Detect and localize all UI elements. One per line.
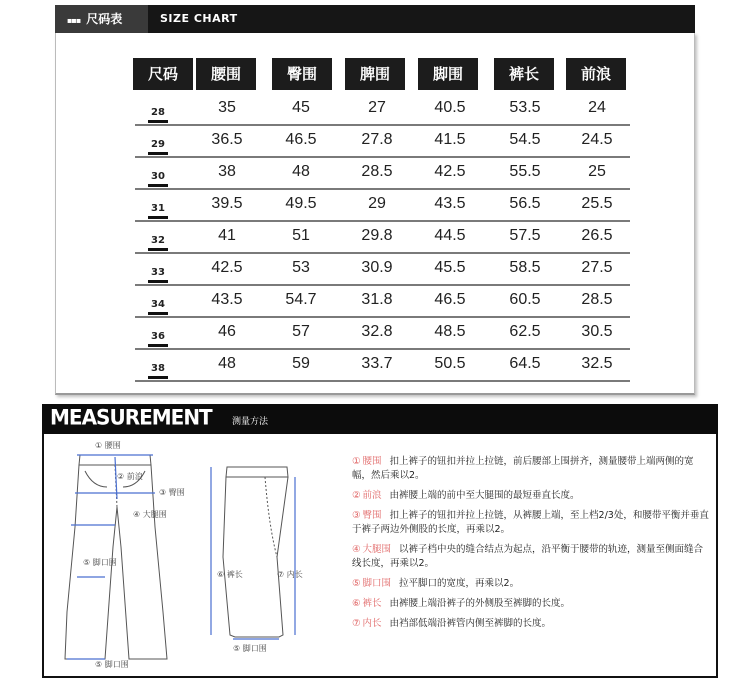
table-row: [135, 350, 630, 382]
hem-value: 43.5: [434, 195, 466, 212]
front-rise-value: 24: [588, 99, 606, 116]
step-term: 腰围: [362, 456, 382, 467]
waist-value: 41: [218, 227, 236, 244]
table-row: [135, 190, 630, 222]
size-label: 38: [148, 362, 168, 379]
pants-side-view: [223, 467, 288, 637]
hip-value: 48: [292, 163, 310, 180]
table-row: [135, 94, 630, 126]
diagram-label-thigh: ④ 大腿围: [133, 510, 167, 519]
column-header-size: 尺码: [133, 58, 193, 90]
hem-value: 41.5: [434, 131, 466, 148]
length-value: 56.5: [509, 195, 541, 212]
step-text: 拉平脚口的宽度，再乘以2。: [399, 578, 520, 589]
hem-value: 48.5: [434, 323, 466, 340]
hip-value: 49.5: [285, 195, 317, 212]
diagram-label-waist: ① 腰围: [95, 441, 121, 450]
step-text: 以裤子档中央的缝合结点为起点，沿平衡于腰带的轨迹，测量至侧面缝合线长度，再乘以2。: [352, 544, 704, 569]
size-label: 28: [148, 106, 168, 123]
pants-measurement-diagram: [55, 437, 345, 672]
step-number: ①: [352, 456, 361, 467]
length-value: 60.5: [509, 291, 541, 308]
step-number: ②: [352, 490, 361, 501]
hip-value: 54.7: [285, 291, 317, 308]
front-rise-value: 26.5: [581, 227, 613, 244]
measurement-lines: [67, 455, 295, 659]
step-number: ⑦: [352, 618, 361, 629]
table-row: [135, 158, 630, 190]
size-chart-subtitle: SIZE CHART: [160, 12, 238, 25]
diagram-label-hem-side: ⑤ 脚口围: [233, 644, 267, 653]
hem-value: 44.5: [434, 227, 466, 244]
step-term: 大腿围: [362, 544, 392, 555]
step-term: 裤长: [362, 598, 382, 609]
step-number: ⑥: [352, 598, 361, 609]
size-label: 31: [148, 202, 168, 219]
length-value: 57.5: [509, 227, 541, 244]
table-row: [135, 318, 630, 350]
column-header-length: 裤长: [494, 58, 554, 90]
length-value: 55.5: [509, 163, 541, 180]
diagram-label-hip: ③ 臀围: [159, 488, 185, 497]
step-item: [352, 455, 712, 483]
size-label: 29: [148, 138, 168, 155]
waist-value: 35: [218, 99, 236, 116]
length-value: 53.5: [509, 99, 541, 116]
step-term: 前浪: [362, 490, 382, 501]
step-term: 内长: [362, 618, 382, 629]
diagram-label-inseam: ⑦ 内长: [277, 570, 303, 579]
step-number: ③: [352, 510, 361, 521]
measurement-steps: [352, 455, 712, 637]
step-term: 臀围: [362, 510, 382, 521]
hem-value: 46.5: [434, 291, 466, 308]
length-value: 58.5: [509, 259, 541, 276]
step-number: ④: [352, 544, 361, 555]
step-term: 脚口围: [362, 578, 392, 589]
waist-value: 42.5: [211, 259, 243, 276]
hip-value: 46.5: [285, 131, 317, 148]
step-number: ⑤: [352, 578, 361, 589]
size-chart-header: [55, 5, 695, 33]
table-row: [135, 126, 630, 158]
thigh-value: 29: [368, 195, 386, 212]
diagram-label-hem-front: ⑤ 脚口围: [95, 660, 129, 669]
front-rise-value: 25: [588, 163, 606, 180]
measurement-subtitle: 测量方法: [232, 417, 269, 427]
thigh-value: 27: [368, 99, 386, 116]
waist-value: 36.5: [211, 131, 243, 148]
length-value: 54.5: [509, 131, 541, 148]
waist-value: 39.5: [211, 195, 243, 212]
table-row: [135, 222, 630, 254]
waist-value: 46: [218, 323, 236, 340]
size-chart-tab: ▪▪▪ 尺码表: [55, 5, 148, 33]
thigh-value: 29.8: [361, 227, 393, 244]
hip-value: 53: [292, 259, 310, 276]
length-value: 64.5: [509, 355, 541, 372]
waist-value: 38: [218, 163, 236, 180]
step-item: [352, 597, 712, 611]
column-header-hip: 臀围: [272, 58, 332, 90]
size-chart-tab-label: 尺码表: [86, 12, 123, 26]
step-item: [352, 617, 712, 631]
step-item: [352, 577, 712, 591]
size-label: 32: [148, 234, 168, 251]
column-header-waist: 腰围: [196, 58, 256, 90]
column-header-front-rise: 前浪: [566, 58, 626, 90]
thigh-value: 30.9: [361, 259, 393, 276]
step-text: 扣上裤子的钮扣并拉上拉链，从裤腰上端，至上档2/3处，和腰带平衡并垂直于裤子两边外侧股的长度，再乘以2。: [352, 510, 709, 535]
thigh-value: 28.5: [361, 163, 393, 180]
diagram-label-hem: ⑤ 脚口围: [83, 558, 117, 567]
hem-value: 45.5: [434, 259, 466, 276]
hip-value: 45: [292, 99, 310, 116]
thigh-value: 31.8: [361, 291, 393, 308]
diagram-label-length: ⑥ 裤长: [217, 570, 243, 579]
front-rise-value: 24.5: [581, 131, 613, 148]
front-rise-value: 32.5: [581, 355, 613, 372]
front-rise-value: 30.5: [581, 323, 613, 340]
step-text: 由裆部低端沿裤管内侧至裤脚的长度。: [389, 618, 552, 629]
size-label: 30: [148, 170, 168, 187]
step-item: [352, 509, 712, 537]
hip-value: 51: [292, 227, 310, 244]
hem-value: 42.5: [434, 163, 466, 180]
step-text: 由裤腰上端的前中至大腿围的最短垂直长度。: [389, 490, 580, 501]
step-text: 扣上裤子的钮扣并拉上拉链，前后腰部上围拼齐，测量腰带上端两侧的宽幅，然后乘以2。: [352, 456, 694, 481]
table-row: [135, 286, 630, 318]
hip-value: 57: [292, 323, 310, 340]
step-item: [352, 543, 712, 571]
thigh-value: 27.8: [361, 131, 393, 148]
waist-value: 48: [218, 355, 236, 372]
step-text: 由裤腰上端沿裤子的外侧股至裤脚的长度。: [389, 598, 571, 609]
front-rise-value: 27.5: [581, 259, 613, 276]
size-label: 36: [148, 330, 168, 347]
thigh-value: 32.8: [361, 323, 393, 340]
step-item: [352, 489, 712, 503]
hem-value: 50.5: [434, 355, 466, 372]
column-header-thigh: 脾围: [345, 58, 405, 90]
hem-value: 40.5: [434, 99, 466, 116]
waist-value: 43.5: [211, 291, 243, 308]
size-label: 34: [148, 298, 168, 315]
size-label: 33: [148, 266, 168, 283]
diagram-label-front-rise: ② 前浪: [117, 472, 143, 481]
front-rise-value: 25.5: [581, 195, 613, 212]
measurement-header: [42, 404, 718, 434]
thigh-value: 33.7: [361, 355, 393, 372]
column-header-hem: 脚围: [418, 58, 478, 90]
length-value: 62.5: [509, 323, 541, 340]
table-row: [135, 254, 630, 286]
hip-value: 59: [292, 355, 310, 372]
front-rise-value: 28.5: [581, 291, 613, 308]
measurement-title: MEASUREMENT: [50, 404, 212, 430]
